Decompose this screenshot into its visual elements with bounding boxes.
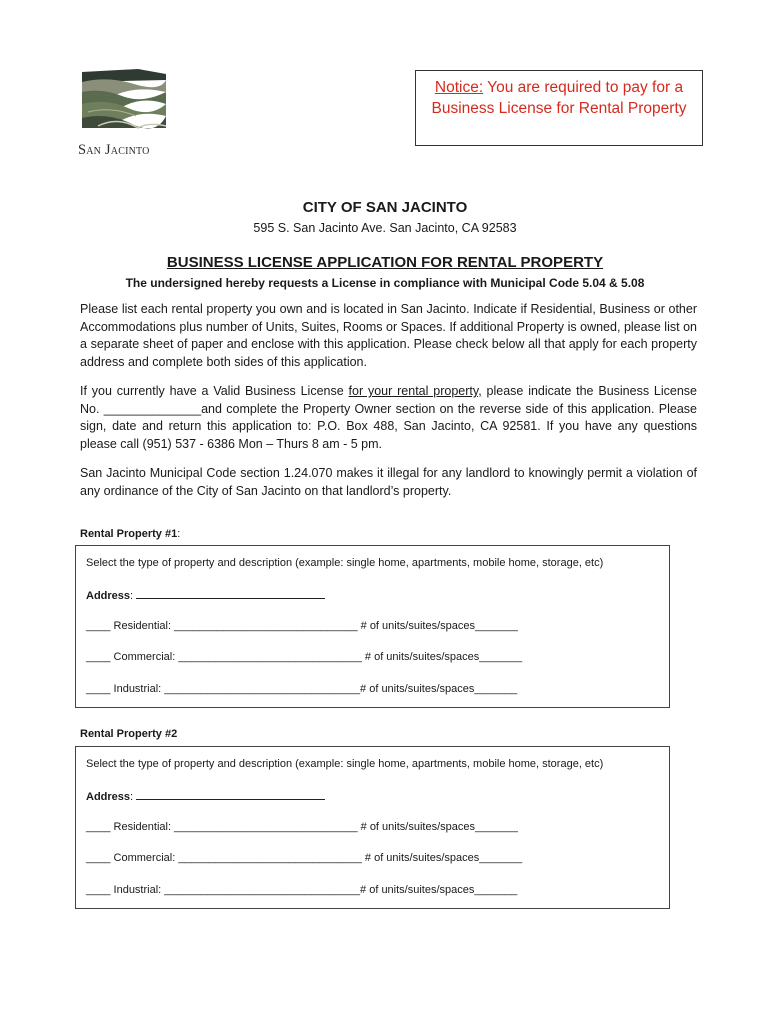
logo-wordmark: San Jacinto (78, 142, 150, 158)
rental-property-2-box (75, 746, 670, 909)
rental-property-1-label-suffix: : (177, 528, 181, 540)
property-type-instruction: Select the type of property and description (example: single home, apartments, mobile home, storage, etc) (86, 758, 604, 770)
address-field[interactable] (86, 789, 325, 803)
rental-property-1-box (75, 545, 670, 708)
address-label: Address (86, 590, 131, 602)
commercial-line[interactable]: ____ Commercial: ______________________________ # of units/suites/spaces_______ (86, 852, 523, 864)
application-subtitle: The undersigned hereby requests a License in compliance with Municipal Code 5.04 & 5.08 (125, 276, 645, 290)
notice-box (415, 70, 703, 146)
industrial-line[interactable]: ____ Industrial: ________________________________# of units/suites/spaces_______ (86, 884, 518, 896)
application-title: BUSINESS LICENSE APPLICATION FOR RENTAL PROPERTY (166, 254, 604, 271)
municipal-code-paragraph: San Jacinto Municipal Code section 1.24.070 makes it illegal for any landlord to knowingly permit a violation of any ordinance of the City of San Jacinto on that landlord’s property. (80, 466, 697, 498)
notice-line-1-text: You are required to pay for a (483, 79, 684, 96)
rental-property-1-label-text: Rental Property #1 (80, 528, 178, 540)
notice-prefix: Notice: (434, 79, 484, 96)
p2-text-b: please indicate the Business License No. ______________and complete the Property Owner section on the reverse side of this application. Please sign, date and return this application to: P.O. Box 488, San Jacinto, CA 92581. If you have any questions please call (951) 537 - 6386 Mon – Thurs 8 am - 5 pm. (80, 384, 698, 451)
landscape-logo-icon (78, 66, 174, 140)
rental-property-1-label (80, 528, 180, 540)
city-address: 595 S. San Jacinto Ave. San Jacinto, CA 92583 (253, 221, 517, 235)
address-blank[interactable] (136, 789, 325, 800)
city-logo (78, 66, 174, 162)
address-suffix: : (130, 791, 137, 803)
address-blank[interactable] (136, 588, 325, 599)
property-type-instruction: Select the type of property and description (example: single home, apartments, mobile home, storage, etc) (86, 557, 604, 569)
address-suffix: : (130, 590, 137, 602)
rental-property-2-label (80, 728, 177, 740)
rental-property-2-label-text: Rental Property #2 (80, 728, 178, 740)
commercial-line[interactable]: ____ Commercial: ______________________________ # of units/suites/spaces_______ (86, 651, 523, 663)
notice-line-1 (416, 77, 702, 98)
residential-line[interactable]: ____ Residential: ______________________________ # of units/suites/spaces_______ (86, 821, 518, 833)
address-label: Address (86, 791, 131, 803)
address-field[interactable] (86, 588, 325, 602)
industrial-line[interactable]: ____ Industrial: ________________________________# of units/suites/spaces_______ (86, 683, 518, 695)
city-title: CITY OF SAN JACINTO (302, 199, 468, 216)
instructions-paragraph: Please list each rental property you own and is located in San Jacinto. Indicate if Residential, Business or other Accommodations plus number of Units, Suites, Rooms or Spaces. If additional Property is owned, please list on a separate sheet of paper and enclose with this application. Please check below all that apply for each property address and complete both sides of this application. (80, 302, 697, 369)
p2-underlined: for your rental property, (348, 384, 482, 398)
notice-line-2: Business License for Rental Property (431, 100, 687, 117)
residential-line[interactable]: ____ Residential: ______________________________ # of units/suites/spaces_______ (86, 620, 518, 632)
p2-text-a: If you currently have a Valid Business License (80, 384, 349, 398)
existing-license-paragraph (80, 383, 697, 453)
